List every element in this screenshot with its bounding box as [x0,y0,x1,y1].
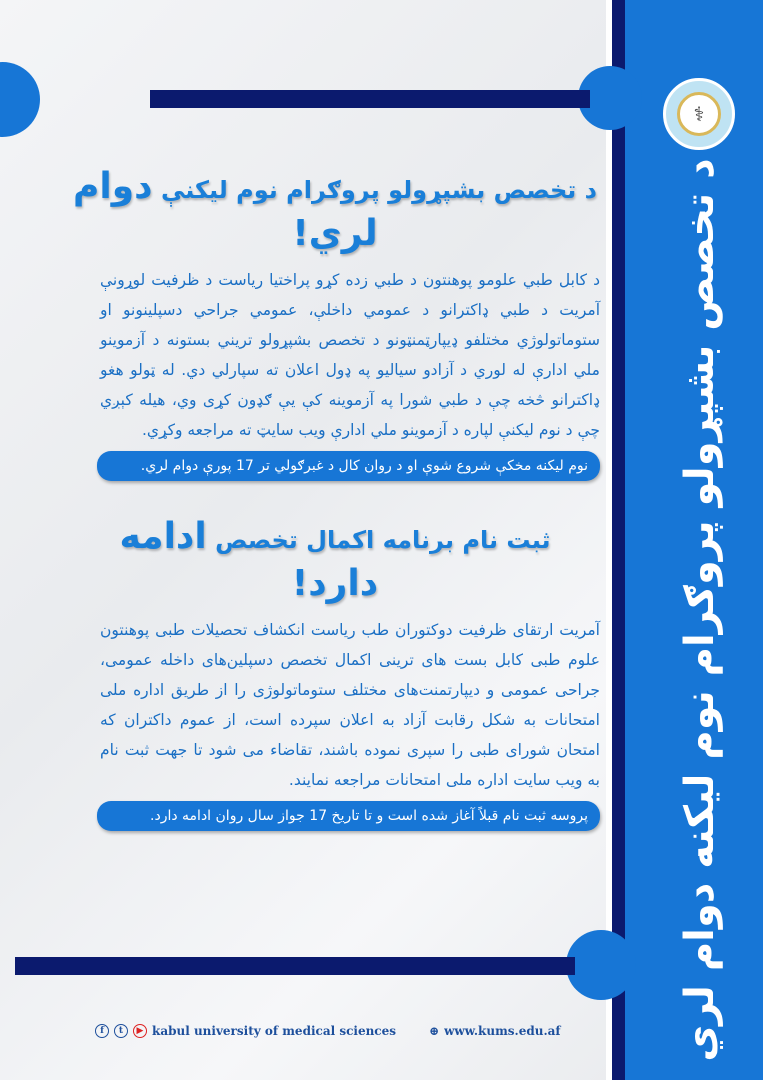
facebook-icon[interactable]: f [95,1024,109,1038]
footer-website[interactable]: www.kums.edu.af [444,1024,561,1038]
section2 [70,515,600,831]
decor-bar-top [150,90,590,108]
title-text: د تخصص بشپړولو پروګرام نوم لیکنې [160,176,597,204]
title-emphasis: دوام لري! [73,166,378,254]
section2-title [70,515,600,609]
footer [95,1024,561,1038]
youtube-icon[interactable]: ▶ [133,1024,147,1038]
decor-bar-bottom [15,957,575,975]
section2-note: پروسه ثبت نام قبلاً آغاز شده است و تا تاریخ 17 جواز سال روان ادامه دارد. [97,801,600,831]
section2-body: آمریت ارتقای ظرفیت دوکتوران طب ریاست انکشاف تحصیلات طبی پوهنتون علوم طبی کابل بست های ترینی اکمال تخصص دسپلین‌های داخله عمومی، جراحی عمومی و دیپارتمنت‌های مختلف ستوماتولوژی را از طریق اداره ملی امتحانات به شکل رقابت آزاد به اعلان سپرده است، از عموم داکتران که امتحان شورای طبی را سپری نموده باشند، تقاضاء می شود تا جهت ثبت نام به ویب سایت اداره ملی امتحانات مراجعه نمایند. [100,621,600,789]
section1 [70,165,600,481]
vertical-title: د تخصص بشپړولو پروګرام نوم لیکنه دوام لري [677,158,723,1062]
section1-title [70,165,600,259]
twitter-icon[interactable]: t [114,1024,128,1038]
globe-icon: ⊕ [429,1024,440,1038]
university-seal-logo: ⚕ [663,78,735,150]
section1-body: د کابل طبي علومو پوهنتون د طبي زده کړو پراختیا ریاست د ظرفیت لوړونې آمریت د طبي ډاکترانو د عمومي داخلې، عمومي جراحي دسپلینونو او ستوماتولوژي مختلفو ډیپارټمنټونو د تخصص بشپړولو تریني بستونه د آزموینو ملي ادارې له لوري د آزادو سیالیو په ډول اعلان ته سپارلي دي. له ټولو هغو ډاکترانو څخه چې د طبي شورا په آزموینه کې یې ګډون کړی وي، هیله کېږي چې د نوم لیکنې لپاره د آزموینو ملي ادارې ویب سایټ ته مراجعه وکړي. [100,271,600,439]
title-text: ثبت نام برنامه اکمال تخصص [215,526,551,554]
title-emphasis: ادامه دارد! [119,516,379,604]
section1-note: نوم لیکنه مخکې شروع شوې او د روان کال د غبرګولي تر 17 پورې دوام لري. [97,451,600,481]
decor-circle-bottom-right [566,930,636,1000]
main-content [70,165,600,831]
footer-org: kabul university of medical sciences [152,1024,397,1038]
decor-circle-top-left [0,62,40,137]
sidebar-banner [612,0,763,1080]
